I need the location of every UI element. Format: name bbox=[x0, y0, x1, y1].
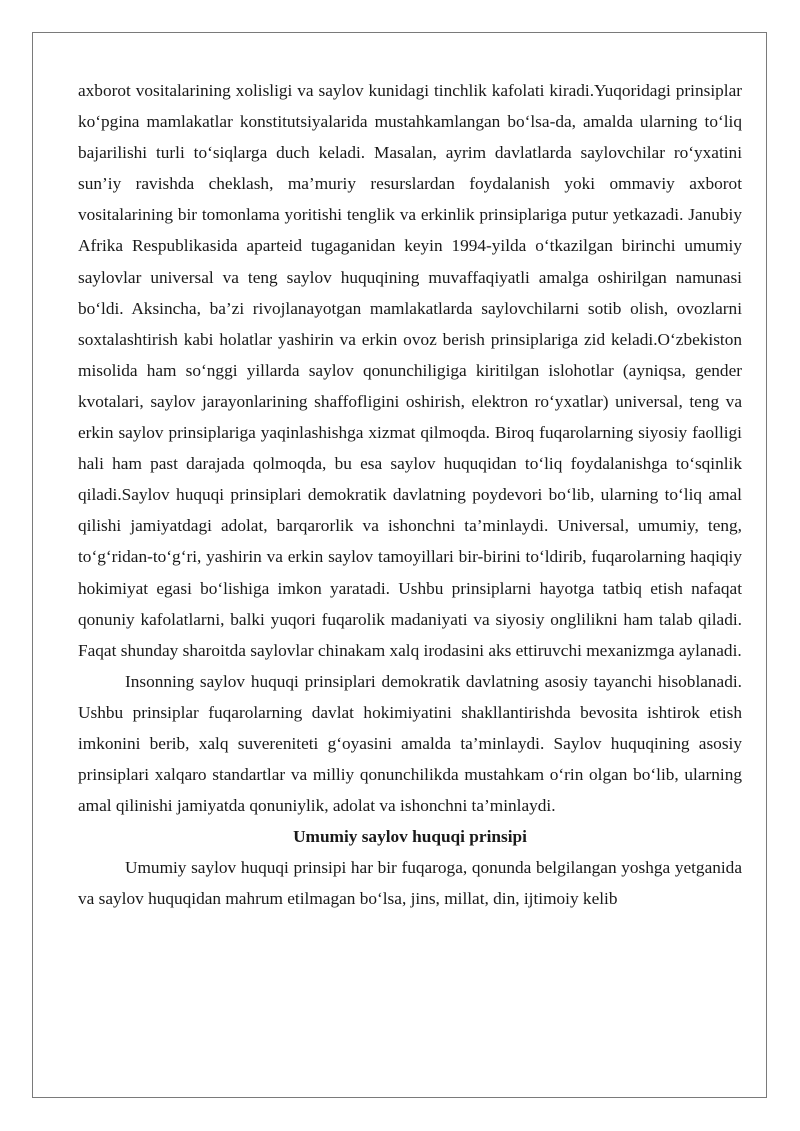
body-paragraph: axborot vositalarining xolisligi va saylov kunidagi tinchlik kafolati kiradi.Yuqoridagi prinsiplar ko‘pgina mamlakatlar konstitutsiyalarida mustahkamlangan bo‘lsa-da, amalda ularning to‘liq bajarilishi turli to‘siqlarga duch keladi. Masalan, ayrim davlatlarda saylovchilar ro‘yxatini sun’iy ravishda cheklash, ma’muriy resurslardan foydalanish yoki ommaviy axborot vositalarining bir tomonlama yoritishi tenglik va erkinlik prinsiplariga putur yetkazadi. Janubiy Afrika Respublikasida aparteid tugaganidan keyin 1994-yilda o‘tkazilgan birinchi umumiy saylovlar universal va teng saylov huquqining muvaffaqiyatli amalga oshirilgan namunasi bo‘ldi. Aksincha, ba’zi rivojlanayotgan mamlakatlarda saylovchilarni sotib olish, ovozlarni soxtalashtirish kabi holatlar yashirin va erkin ovoz berish prinsiplariga zid keladi.O‘zbekiston misolida ham so‘nggi yillarda saylov qonunchiligiga kiritilgan islohotlar (ayniqsa, gender kvotalari, saylov jarayonlarining shaffofligini oshirish, elektron ro‘yxatlar) universal, teng va erkin saylov prinsiplariga yaqinlashishga xizmat qilmoqda. Biroq fuqarolarning siyosiy faolligi hali ham past darajada qolmoqda, bu esa saylov huquqidan to‘liq foydalanishga to‘sqinlik qiladi.Saylov huquqi prinsiplari demokratik davlatning poydevori bo‘lib, ularning to‘liq amal qilishi jamiyatdagi adolat, barqarorlik va ishonchni ta’minlaydi. Universal, umumiy, teng, to‘g‘ridan-to‘g‘ri, yashirin va erkin saylov tamoyillari bir-birini to‘ldirib, fuqarolarning haqiqiy hokimiyat egasi bo‘lishiga imkon yaratadi. Ushbu prinsiplarni hayotga tatbiq etish nafaqat qonuniy kafolatlarni, balki yuqori fuqarolik madaniyati va siyosiy onglilikni ham talab qiladi. Faqat shunday sharoitda saylovlar chinakam xalq irodasini aks ettiruvchi mexanizmga aylanadi. bbox=[78, 81, 742, 660]
document-body bbox=[78, 75, 742, 915]
section-heading: Umumiy saylov huquqi prinsipi bbox=[293, 827, 527, 847]
body-paragraph: Insonning saylov huquqi prinsiplari demokratik davlatning asosiy tayanchi hisoblanadi. Ushbu prinsiplar fuqarolarning davlat hokimiyatini shakllantirishda bevosita ishtirok etish imkonini berib, xalq suvereniteti g‘oyasini amalda ta’minlaydi. Saylov huquqining asosiy prinsiplari xalqaro standartlar va milliy qonunchilikda mustahkam o‘rin olgan bo‘lib, ularning amal qilinishi jamiyatda qonuniylik, adolat va ishonchni ta’minlaydi. bbox=[78, 671, 742, 816]
body-paragraph: Umumiy saylov huquqi prinsipi har bir fuqaroga, qonunda belgilangan yoshga yetganida va saylov huquqidan mahrum etilmagan bo‘lsa, jins, millat, din, ijtimoiy kelib bbox=[78, 858, 742, 909]
